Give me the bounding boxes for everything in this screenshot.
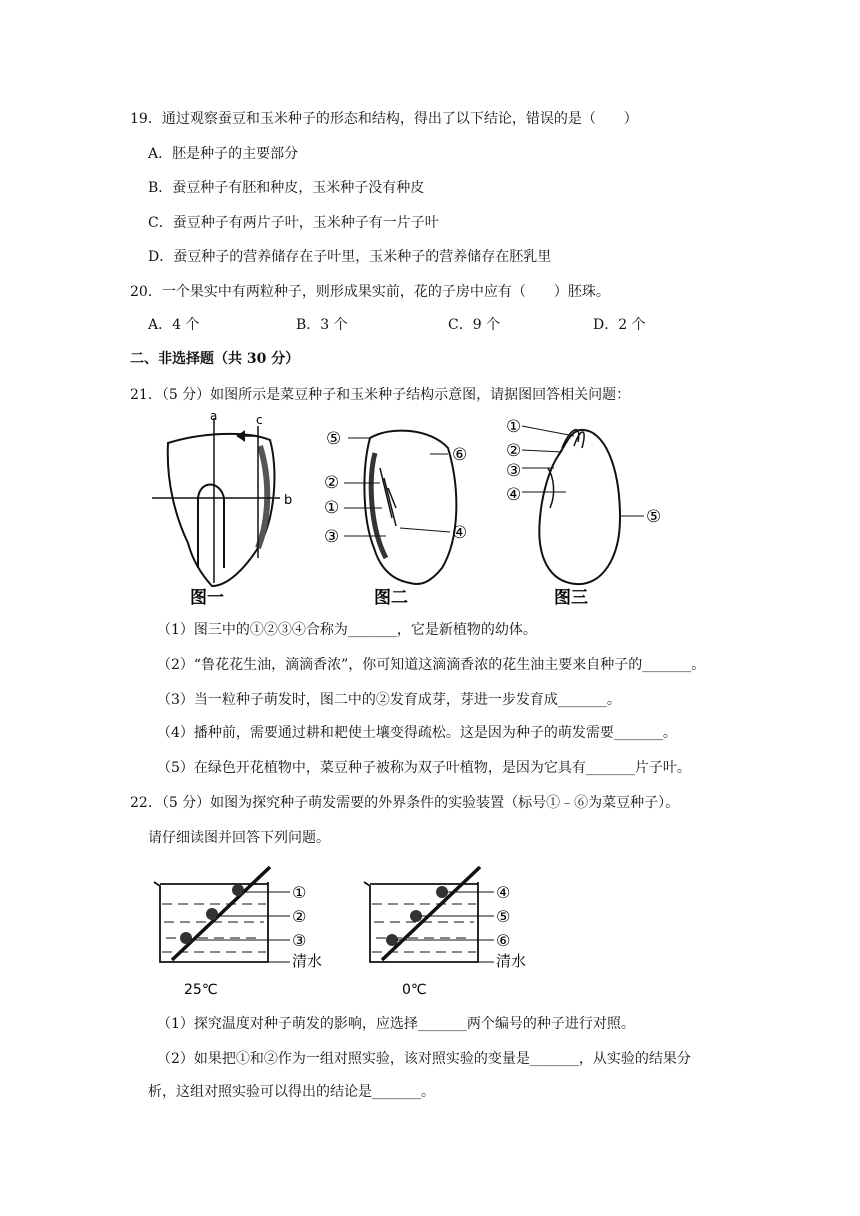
fig1-label-c: c [256, 413, 263, 427]
q22-sub1: （1）探究温度对种子萌发的影响，应选择_______两个编号的种子进行对照。 [157, 1016, 635, 1032]
q22-sub2-line1: （2）如果把①和②作为一组对照实验，该对照实验的变量是_______，从实验的结果分 [157, 1051, 691, 1067]
q21-sub3: （3）当一粒种子萌发时，图二中的②发育成芽，芽进一步发育成_______。 [157, 692, 621, 708]
q21-stem: 21．（5 分）如图所示是菜豆种子和玉米种子结构示意图，请据图回答相关问题： [130, 387, 631, 403]
label-temp-0: 0℃ [402, 982, 427, 998]
fig3-label-5: ⑤ [646, 507, 662, 527]
q20-option-b: B．3 个 [296, 317, 348, 333]
q19-option-b: B．蚕豆种子有胚和种皮，玉米种子没有种皮 [148, 180, 425, 196]
fig3-label-2: ② [506, 441, 522, 461]
section-title: 二、非选择题（共 30 分） [130, 351, 300, 367]
seed-1 [232, 884, 244, 896]
fig2-label-3: ③ [324, 527, 340, 547]
label-water-right: 清水 [496, 952, 527, 970]
q20-stem: 20．一个果实中有两粒种子，则形成果实前，花的子房中应有（ ）胚珠。 [130, 284, 610, 300]
bean-embryo-diagram [539, 430, 620, 584]
label-seed-4: ④ [496, 883, 511, 902]
fig2-label-2: ② [324, 473, 340, 493]
fig2-caption: 图二 [374, 588, 408, 608]
label-seed-3: ③ [292, 931, 307, 950]
seed-3 [180, 932, 192, 944]
seed-structure-figure [130, 408, 690, 608]
label-water-left: 清水 [292, 952, 323, 970]
fig2-label-6: ⑥ [452, 445, 468, 465]
q19-option-c: C．蚕豆种子有两片子叶，玉米种子有一片子叶 [148, 215, 439, 231]
q20-option-c: C．9 个 [448, 317, 501, 333]
fig2-label-5: ⑤ [326, 429, 342, 449]
q22-stem-line2: 请仔细读图并回答下列问题。 [148, 830, 330, 846]
fig1-label-b: b [284, 493, 293, 508]
fig1-label-a: a [210, 409, 218, 423]
corn-seed-diagram [152, 418, 280, 586]
q20-option-d: D．2 个 [593, 317, 646, 333]
q21-sub5: （5）在绿色开花植物中，菜豆种子被称为双子叶植物，是因为它具有_______片子叶。 [157, 760, 691, 776]
label-seed-2: ② [292, 907, 307, 926]
fig2-label-4: ④ [452, 523, 468, 543]
label-seed-1: ① [292, 883, 307, 902]
fig3-label-3: ③ [506, 461, 522, 481]
fig3-label-1: ① [506, 417, 522, 437]
fig3-caption: 图三 [554, 588, 588, 608]
q19-option-d: D．蚕豆种子的营养储存在子叶里，玉米种子的营养储存在胚乳里 [148, 249, 552, 265]
q22-stem-line1: 22．（5 分）如图为探究种子萌发需要的外界条件的实验装置（标号①﹣⑥为菜豆种子）。 [130, 795, 680, 811]
q21-sub1: （1）图三中的①②③④合称为_______，它是新植物的幼体。 [157, 622, 537, 638]
fig2-label-1: ① [324, 498, 340, 518]
q21-sub2: （2）“鲁花花生油，滴滴香浓”，你可知道这滴滴香浓的花生油主要来自种子的_______。 [157, 657, 706, 673]
label-seed-6: ⑥ [496, 931, 511, 950]
label-seed-5: ⑤ [496, 907, 511, 926]
q21-sub4: （4）播种前，需要通过耕和耙使土壤变得疏松。这是因为种子的萌发需要_______。 [157, 725, 677, 741]
q19-option-a: A．胚是种子的主要部分 [148, 146, 299, 162]
q22-sub2-line2: 析，这组对照实验可以得出的结论是_______。 [148, 1084, 435, 1100]
germination-experiment-figure [150, 862, 550, 1002]
q19-stem: 19．通过观察蚕豆和玉米种子的形态和结构，得出了以下结论，错误的是（ ） [130, 111, 638, 127]
fig1-caption: 图一 [190, 588, 224, 608]
seed-2 [206, 908, 218, 920]
fig3-label-4: ④ [506, 485, 522, 505]
beaker-right [364, 867, 480, 962]
label-temp-25: 25℃ [184, 982, 218, 998]
q20-option-a: A．4 个 [148, 317, 200, 333]
